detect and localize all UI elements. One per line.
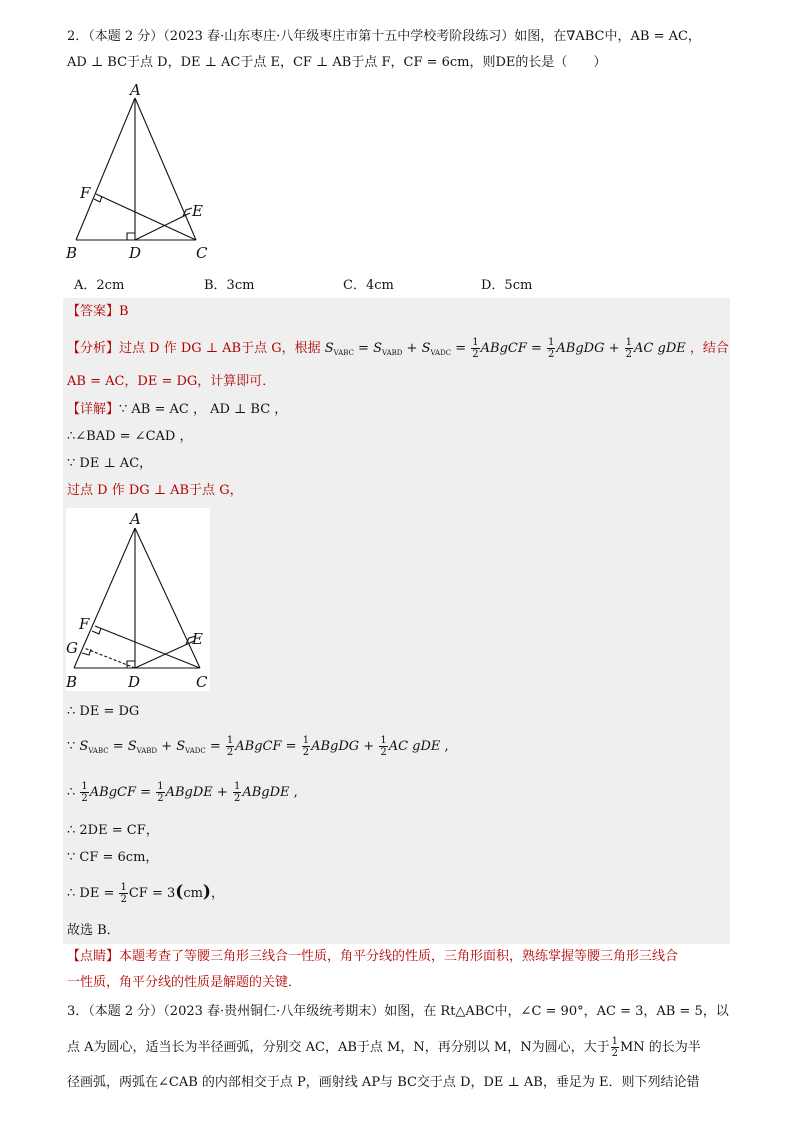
analysis-line1 [67,337,729,365]
frac-num: 1 [472,337,479,348]
s-adc-sub: VADC [430,349,452,357]
answer-label: 【答案】 [67,304,120,319]
l10-pre: ∴ DE = [67,886,119,901]
comment-line2: 一性质，角平分线的性质是解题的关键． [67,975,302,990]
label-C: C [196,673,208,691]
fraction-half [119,882,127,905]
answer-line [67,303,129,321]
analysis-formula: $S_{VABC} = S_{VABD} + S_{VADC}$ = $\frac{1}{2}$ ABgCF = $\frac{1}{2}$ ABgDG + $\frac{1}{2}$ AC gDE [324,337,686,360]
eq-sign: = [108,739,128,754]
triangle-figure-1 [66,80,226,265]
s-abc: S [324,341,334,356]
choice-b: B．3cm [204,278,255,293]
detail-line5: ∴ DE = DG [67,704,140,719]
comment-text1: 本题考查了等腰三角形三线合一性质，角平分线的性质，三角形面积，熟练掌握等腰三角形三线合 [119,949,679,964]
choice-d: D．5cm [481,278,533,293]
triangle-figure-2 [66,508,210,691]
s-abc: S [79,739,89,754]
label-A: A [130,81,141,99]
q3-line2a: 点 A为圆心，适当长为半径画弧，分别交 AC，AB于点 M，N，再分别以 M，N为圆心，大于 [67,1040,610,1055]
fraction-half [547,337,555,360]
l7-term-a: ABgCF [89,785,137,800]
detail-line6: ∵ $S_{VABC} = S_{VABD} + S_{VADC}$ = $\frac{1}{2}$ ABgCF = $\frac{1}{2}$ ABgDG + $\frac{1}{2}$ AC gDE , [67,735,449,758]
s-abd: S [127,739,137,754]
frac-num: 1 [625,337,633,348]
frac-den: 2 [120,894,127,905]
plus-sign: + [402,341,422,356]
l6-term-a: ABgCF [235,739,282,754]
detail-line11: 故选 B． [67,923,120,938]
fraction-half [471,337,479,360]
fraction-half [156,781,164,804]
detail-line10: ∴ DE = $\frac{1}{2}$ CF = 3(cm)， [67,882,224,905]
frac-den: 2 [472,349,479,360]
choice-c: C．4cm [343,278,394,293]
term-acde: AC gDE [634,341,686,356]
q3-line1: 3．（本题 2 分）（2023 春·贵州铜仁·八年级统考期末）如图，在 Rt△ABC中，∠C = 90°，AC = 3，AB = 5，以 [67,1004,729,1019]
label-G: G [66,639,78,657]
term-abcf: ABgCF [480,341,527,356]
detail-l1-text: ∵ AB = AC ， AD ⊥ BC ， [119,402,288,417]
label-F: F [80,184,91,202]
analysis-text1: 过点 D 作 DG ⊥ AB于点 G，根据 [119,341,321,356]
label-C: C [196,244,208,262]
analysis-line2: AB = AC，DE = DG，计算即可． [67,374,276,389]
fraction-half [379,735,387,758]
detail-line1 [67,401,287,419]
frac-den: 2 [157,793,164,804]
label-F: F [79,615,90,633]
analysis-label: 【分析】 [67,341,120,356]
choice-a: A．2cm [74,278,125,293]
l6-term-b: ABgDG [311,739,360,754]
frac-den: 2 [233,793,241,804]
analysis-tail: ，结合 [689,341,729,356]
l10-mid: CF = 3 [128,886,176,901]
q3-line3: 径画弧，两弧在∠CAB 的内部相交于点 P，画射线 AP与 BC交于点 D，DE ⊥ AB，垂足为 E．则下列结论错 [67,1075,700,1090]
frac-num: 1 [233,781,241,792]
q2-line1: 2．（本题 2 分）（2023 春·山东枣庄·八年级枣庄市第十五中学校考阶段练习）如图，在∇ABC中，AB = AC， [67,29,701,44]
l7-term-c: ABgDE [242,785,290,800]
label-B: B [66,673,78,691]
l7-term-b: ABgDE [165,785,213,800]
label-D: D [128,673,141,691]
frac-num: 1 [120,882,127,893]
q3-line2b: MN 的长为半 [619,1040,701,1055]
s-abc-sub: VABC [88,747,109,755]
frac-den: 2 [81,793,88,804]
label-E: E [192,202,203,220]
fraction-half [226,735,234,758]
frac-den: 2 [380,747,387,758]
q3-line2 [67,1036,701,1060]
plus-sign: + [157,739,177,754]
frac-num: 1 [226,735,234,746]
s-abc-sub: VABC [333,349,354,357]
detail-line7: ∴ $\frac{1}{2}$ ABgCF = $\frac{1}{2}$ ABgDE + $\frac{1}{2}$ ABgDE , [67,781,298,804]
label-A: A [130,510,141,528]
fraction-half [233,781,241,804]
detail-line9: ∵ CF = 6cm， [67,850,159,865]
s-abd-sub: VABD [136,747,158,755]
frac-num: 1 [81,781,88,792]
s-abd: S [373,341,382,356]
frac-den: 2 [611,1048,618,1059]
comment-line1 [67,948,678,966]
frac-num: 1 [302,735,310,746]
frac-den: 2 [548,349,555,360]
frac-den: 2 [302,747,310,758]
label-E: E [192,630,203,648]
s-abd-sub: VABD [381,349,403,357]
frac-den: 2 [226,747,234,758]
detail-line8: ∴ 2DE = CF， [67,823,159,838]
fraction-half [625,337,633,360]
q2-line2: AD ⊥ BC于点 D，DE ⊥ AC于点 E，CF ⊥ AB于点 F，CF = 6cm，则DE的长是（ ） [67,55,607,70]
detail-line2: ∴∠BAD = ∠CAD ， [67,429,193,444]
fraction-half [80,781,88,804]
label-D: D [129,244,142,262]
detail-line3: ∵ DE ⊥ AC， [67,456,153,471]
l7-pre: ∴ [67,785,76,800]
comment-label: 【点睛】 [67,949,120,964]
fraction-half [302,735,310,758]
fraction-half [611,1036,619,1059]
eq-sign: = [353,341,374,356]
s-adc-sub: VADC [185,747,206,755]
l10-end: ， [210,886,224,901]
frac-num: 1 [611,1036,618,1047]
term-abdg: ABgDG [556,341,605,356]
frac-num: 1 [157,781,164,792]
l6-term-c: AC gDE [388,739,441,754]
answer-value: B [119,304,129,319]
frac-den: 2 [625,349,633,360]
detail-line4: 过点 D 作 DG ⊥ AB于点 G， [67,483,243,498]
s-adc: S [176,739,186,754]
s-adc: S [421,341,431,356]
l10-unit: cm [183,886,203,901]
l6-pre: ∵ [67,739,80,754]
label-B: B [66,244,78,262]
frac-num: 1 [548,337,555,348]
detail-label: 【详解】 [67,402,120,417]
frac-num: 1 [380,735,387,746]
